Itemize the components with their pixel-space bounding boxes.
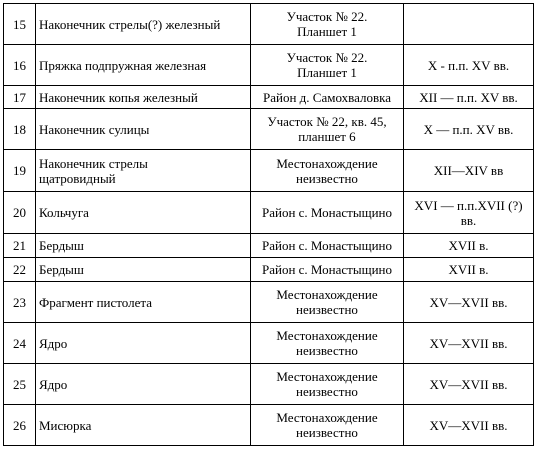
item-name: Бердыш [36,258,251,282]
item-name: Фрагмент пистолета [36,282,251,323]
table-row [4,45,534,86]
dating: XII—XIV вв [404,150,534,192]
table-row [4,323,534,364]
row-number: 22 [4,258,36,282]
table-row [4,405,534,446]
dating: X — п.п. XV вв. [404,109,534,150]
table-row [4,364,534,405]
dating: XV—XVII вв. [404,323,534,364]
find-location: Район с. Монастыщино [251,192,404,234]
row-number: 20 [4,192,36,234]
table-row [4,109,534,150]
item-name: Наконечник копья железный [36,86,251,109]
row-number: 16 [4,45,36,86]
find-location: Местонахождение неизвестно [251,405,404,446]
row-number: 24 [4,323,36,364]
artifacts-table [3,3,534,446]
row-number: 17 [4,86,36,109]
dating [404,4,534,45]
item-name: Наконечник стрелы щатровидный [36,150,251,192]
table-row [4,258,534,282]
find-location: Участок № 22. Планшет 1 [251,4,404,45]
find-location: Местонахождение неизвестно [251,364,404,405]
dating: XVII в. [404,258,534,282]
table-row [4,150,534,192]
item-name: Мисюрка [36,405,251,446]
dating: XVII в. [404,234,534,258]
row-number: 21 [4,234,36,258]
item-name: Кольчуга [36,192,251,234]
item-name: Бердыш [36,234,251,258]
row-number: 18 [4,109,36,150]
table-row [4,282,534,323]
item-name: Наконечник сулицы [36,109,251,150]
dating: XV—XVII вв. [404,282,534,323]
find-location: Участок № 22, кв. 45, планшет 6 [251,109,404,150]
item-name: Пряжка подпружная железная [36,45,251,86]
find-location: Район д. Самохваловка [251,86,404,109]
find-location: Участок № 22. Планшет 1 [251,45,404,86]
dating: XV—XVII вв. [404,405,534,446]
item-name: Наконечник стрелы(?) железный [36,4,251,45]
dating: XVI — п.п.XVII (?) вв. [404,192,534,234]
item-name: Ядро [36,364,251,405]
find-location: Местонахождение неизвестно [251,323,404,364]
find-location: Район с. Монастыщино [251,234,404,258]
find-location: Местонахождение неизвестно [251,282,404,323]
table-row [4,234,534,258]
row-number: 25 [4,364,36,405]
dating: XV—XVII вв. [404,364,534,405]
table-row [4,192,534,234]
find-location: Район с. Монастыщино [251,258,404,282]
table-row [4,4,534,45]
row-number: 15 [4,4,36,45]
row-number: 26 [4,405,36,446]
dating: XII — п.п. XV вв. [404,86,534,109]
item-name: Ядро [36,323,251,364]
row-number: 19 [4,150,36,192]
dating: X - п.п. XV вв. [404,45,534,86]
find-location: Местонахождение неизвестно [251,150,404,192]
table-row [4,86,534,109]
row-number: 23 [4,282,36,323]
